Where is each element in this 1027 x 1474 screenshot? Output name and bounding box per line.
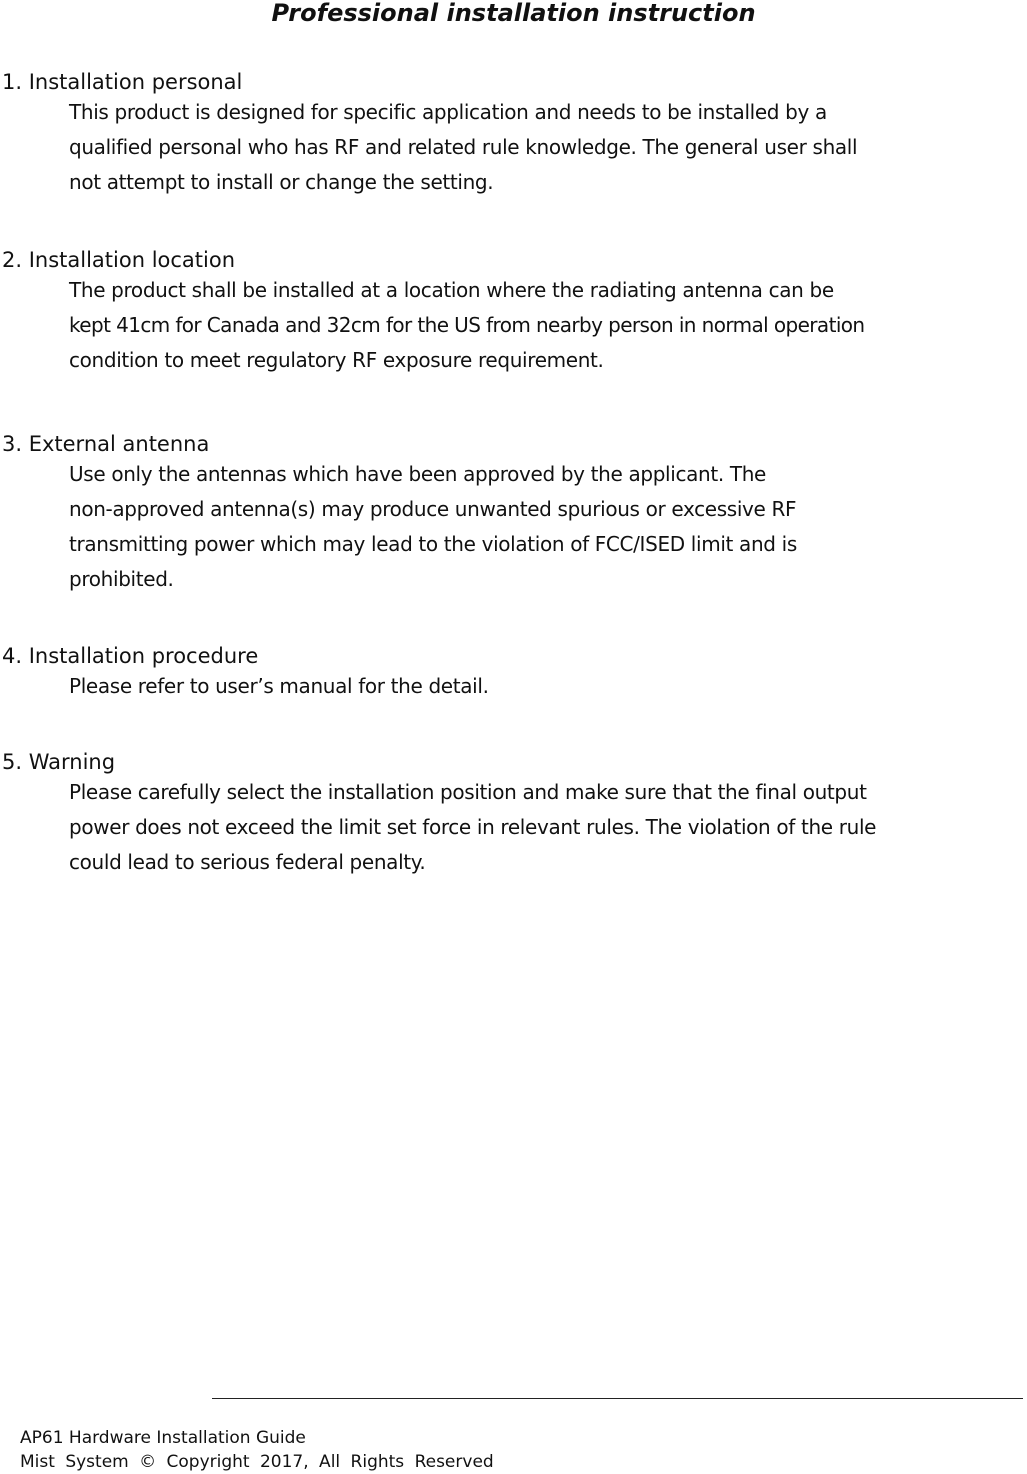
paragraph-line: Please carefully select the installation position and make sure that the final output bbox=[69, 780, 867, 804]
paragraph-line: could lead to serious federal penalty. bbox=[69, 850, 426, 874]
paragraph-line: Please refer to user’s manual for the detail. bbox=[69, 674, 489, 698]
footer-guide-title: AP61 Hardware Installation Guide bbox=[20, 1428, 306, 1448]
paragraph-line: This product is designed for specific application and needs to be installed by a bbox=[69, 100, 827, 124]
section-heading: 3. External antenna bbox=[2, 432, 210, 456]
section-installation-location bbox=[0, 247, 1027, 378]
paragraph-line: transmitting power which may lead to the violation of FCC/ISED limit and is bbox=[69, 532, 797, 556]
section-heading: 1. Installation personal bbox=[2, 70, 243, 94]
section-heading: 4. Installation procedure bbox=[2, 644, 259, 668]
page-title: Professional installation instruction bbox=[271, 0, 756, 27]
footer-divider bbox=[212, 1398, 1023, 1399]
paragraph-line: qualified personal who has RF and related rule knowledge. The general user shall bbox=[69, 135, 858, 159]
section-installation-procedure bbox=[0, 643, 1027, 704]
section-external-antenna bbox=[0, 431, 1027, 597]
paragraph-line: The product shall be installed at a location where the radiating antenna can be bbox=[69, 278, 834, 302]
footer-copyright: Mist System © Copyright 2017, All Rights Reserved bbox=[20, 1452, 494, 1472]
section-heading: 5. Warning bbox=[2, 750, 116, 774]
paragraph-line: non-approved antenna(s) may produce unwanted spurious or excessive RF bbox=[69, 497, 797, 521]
section-heading: 2. Installation location bbox=[2, 248, 236, 272]
section-installation-personal bbox=[0, 69, 1027, 200]
paragraph-line: not attempt to install or change the setting. bbox=[69, 170, 494, 194]
paragraph-line: condition to meet regulatory RF exposure requirement. bbox=[69, 348, 604, 372]
section-warning bbox=[0, 749, 1027, 880]
paragraph-line: Use only the antennas which have been approved by the applicant. The bbox=[69, 462, 766, 486]
paragraph-line: power does not exceed the limit set force in relevant rules. The violation of the rule bbox=[69, 815, 877, 839]
paragraph-line: prohibited. bbox=[69, 567, 174, 591]
paragraph-line: kept 41cm for Canada and 32cm for the US from nearby person in normal operation bbox=[69, 313, 865, 337]
